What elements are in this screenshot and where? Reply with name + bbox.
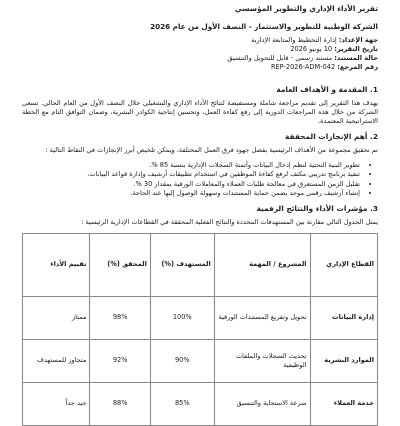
meta-issuer bbox=[22, 36, 378, 45]
meta-date-value: 10 يونيو 2026 bbox=[290, 45, 333, 54]
report-metadata bbox=[22, 36, 378, 72]
header-evaluation: تقييم الأداء bbox=[23, 234, 90, 297]
section-3-intro: يمثل الجدول التالي مقارنة بين المستهدفات المحددة والنتائج الفعلية المحققة في القطاعات الإدارية الرئيسية : bbox=[81, 217, 378, 226]
cell-evaluation: ممتاز bbox=[23, 297, 90, 340]
achievement-item: • تقليل الزمن المستغرق في معالجة طلبات العملاء والمعاملات الورقية بمقدار 30 %. bbox=[22, 180, 360, 189]
cell-project: تحويل وتفريغ المستندات الورقية bbox=[214, 297, 310, 340]
cell-target: 85% bbox=[150, 383, 214, 426]
table-row bbox=[23, 340, 378, 383]
header-achieved: المحقق (%) bbox=[90, 234, 150, 297]
cell-sector: إدارة البيانات bbox=[310, 297, 377, 340]
cell-project: سرعة الاستجابة والتنسيق bbox=[214, 383, 310, 426]
cell-sector: الموارد البشرية bbox=[310, 340, 377, 383]
meta-status-label: حالة المستند: bbox=[334, 54, 378, 63]
cell-target: 100% bbox=[150, 297, 214, 340]
meta-reference bbox=[22, 63, 378, 72]
meta-issuer-label: جهة الإعداد: bbox=[338, 36, 378, 45]
achievements-list bbox=[22, 161, 378, 197]
cell-evaluation: جيد جداً bbox=[23, 383, 90, 426]
section-2-intro: تم تحقيق مجموعة من الأهداف الرئيسية بفضل جهود فرق العمل المختلفة، ويمكن تلخيص أبرز الإنجازات في النقاط التالية : bbox=[45, 146, 378, 155]
table-row bbox=[23, 383, 378, 426]
meta-issuer-value: إدارة التخطيط والمتابعة الإدارية bbox=[251, 36, 337, 45]
meta-status-value: مستند رسمي - قابل للتحويل والتنسيق bbox=[227, 54, 333, 63]
section-1-body: يهدف هذا التقرير إلى تقديم مراجعة شاملة ومستفيضة لنتائج الأداء الإداري والتشغيلي خلال النصف الأول من العام الحالي. تسعى الشركة من خلال هذه المراجعات الدورية إلى رفع كفاءة العمل، وتحسين إنتاجية الكوادر البشرية، وضمان التوافق التام مع الخطة الاستراتيجية المعتمدة. bbox=[22, 98, 378, 125]
header-sector: القطاع الإداري bbox=[310, 234, 377, 297]
company-title: الشركة الوطنية للتطوير والاستثمار - النصف الأول من عام 2026 bbox=[150, 22, 378, 32]
achievement-item: • تطوير البنية التحتية لنظم إدخال البيانات وأتمتة السجلات الإدارية بنسبة 85 %. bbox=[22, 161, 360, 170]
achievement-item: • تنفيذ برنامج تدريبي مكثف لرفع كفاءة الموظفين في استخدام تطبيقات أرشيف وإدارة قواعد البيانات. bbox=[22, 170, 360, 179]
cell-sector: خدمة العملاء bbox=[310, 383, 377, 426]
cell-target: 90% bbox=[150, 340, 214, 383]
cell-project: تحديث السجلات والملفات الوظيفية bbox=[214, 340, 310, 383]
section-1-heading: 1. المقدمة و الأهداف العامة bbox=[276, 84, 378, 94]
section-3-heading: 3. مؤشرات الأداء والنتائج الرقمية bbox=[256, 203, 378, 213]
header-project: المشروع / المهمة bbox=[214, 234, 310, 297]
cell-achieved: 88% bbox=[90, 383, 150, 426]
table-row bbox=[23, 297, 378, 340]
report-title: تقرير الأداء الإداري والتطوير المؤسسي bbox=[234, 4, 378, 13]
achievement-item: • إنشاء أرشيف رقمي موحد يضمن حماية المستندات وسهولة الوصول إليها عند الحاجة. bbox=[22, 189, 360, 198]
cell-evaluation: متجاوز للمستهدف bbox=[23, 340, 90, 383]
meta-date-label: تاريخ التقرير: bbox=[334, 45, 378, 54]
cell-achieved: 98% bbox=[90, 297, 150, 340]
cell-achieved: 92% bbox=[90, 340, 150, 383]
kpi-table bbox=[22, 233, 378, 426]
meta-status bbox=[22, 54, 378, 63]
meta-ref-label: رقم المرجع: bbox=[337, 63, 378, 72]
table-header-row bbox=[23, 234, 378, 297]
header-target: المستهدف (%) bbox=[150, 234, 214, 297]
meta-ref-value: REP-2026-ADM-042 bbox=[270, 63, 336, 72]
section-2-heading: 2. أهم الإنجازات المحققة bbox=[285, 132, 378, 142]
meta-date bbox=[22, 45, 378, 54]
